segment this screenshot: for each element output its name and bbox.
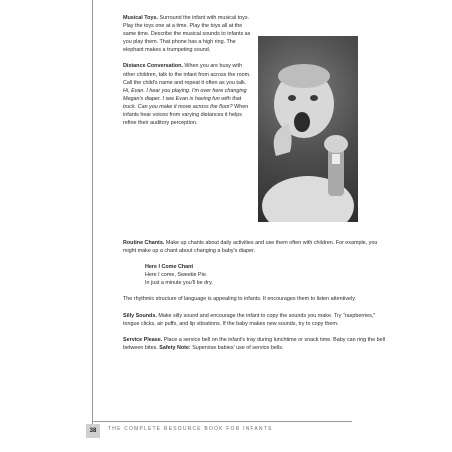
service-please-body: Place a service bell on the infant's tray during lunchtime or snack time. Baby can ring the bell between bites. xyxy=(123,336,386,351)
toy-label-patch xyxy=(332,154,340,164)
chant-title: Here I Come Chant xyxy=(145,264,194,271)
footer-rule xyxy=(92,421,352,422)
baby-hand-shape xyxy=(274,124,292,156)
silly-sounds-heading: Silly Sounds. xyxy=(123,312,157,319)
service-please-paragraph xyxy=(123,336,388,352)
routine-chants-heading: Routine Chants. xyxy=(123,240,165,246)
safety-note-label: Safety Note: xyxy=(159,344,191,351)
service-please-heading: Service Please. xyxy=(123,336,163,343)
silly-sounds-body: Make silly sound and encourage the infant to copy the sounds you make. Try "raspberries," tongue clicks, air puffs, and lip vibrations. If the baby makes new sounds, try to copy them. xyxy=(123,312,376,327)
baby-right-eye xyxy=(310,95,318,101)
routine-chants-body: Make up chants about daily activities and use them often with children. For example, you might make up a chant about changing a baby's diaper. xyxy=(123,240,378,255)
musical-toys-body: Surround the infant with musical toys. Play the toys one at a time. Play the toys all at the same time. Describe the musical sounds to infants as you play them. That phone has a high ring. The elephant makes a trumpeting sound. xyxy=(123,15,251,54)
page-number: 38 xyxy=(86,424,100,438)
baby-photo-illustration xyxy=(258,36,358,222)
silly-sounds-paragraph xyxy=(123,312,388,328)
routine-chants-paragraph xyxy=(123,239,388,255)
rhythmic-note-paragraph: The rhythmic structure of language is appealing to infants. It encourages them to listen attentively. xyxy=(123,296,357,303)
distance-conversation-body-2: When infants hear voices from varying distances it helps refine their auditory perception. xyxy=(123,103,249,127)
narrow-text-column xyxy=(123,14,251,135)
safety-note-body: Supervise babies' use of service bells. xyxy=(190,344,284,351)
footer-book-title: THE COMPLETE RESOURCE BOOK FOR INFANTS xyxy=(108,426,273,432)
baby-photo xyxy=(258,36,358,222)
baby-open-mouth xyxy=(294,112,310,132)
page-margin-rule xyxy=(92,0,93,430)
distance-conversation-heading: Distance Conversation. xyxy=(123,63,183,70)
distance-conversation-body-1: When you are busy with other children, talk to the infant from across the room. Call the child's name and repeat it often as you talk. xyxy=(123,63,251,86)
chant-line-2: In just a minute you'll be dry. xyxy=(145,280,213,287)
musical-toys-heading: Musical Toys. xyxy=(123,15,158,21)
distance-conversation-quote: Hi, Evan. I hear you playing. I'm over here changing Megan's diaper. I see Evan is having fun with that truck. Can you make it move across the floor? xyxy=(123,87,247,110)
distance-conversation-paragraph xyxy=(123,62,251,127)
chant-line-1: Here I come, Sweetie Pie. xyxy=(145,272,208,279)
baby-left-eye xyxy=(288,95,296,101)
baby-right-hand xyxy=(324,135,348,153)
musical-toys-paragraph xyxy=(123,14,251,54)
chant-block xyxy=(145,263,388,287)
wide-text-column xyxy=(123,239,388,360)
baby-hair-shape xyxy=(278,64,330,88)
